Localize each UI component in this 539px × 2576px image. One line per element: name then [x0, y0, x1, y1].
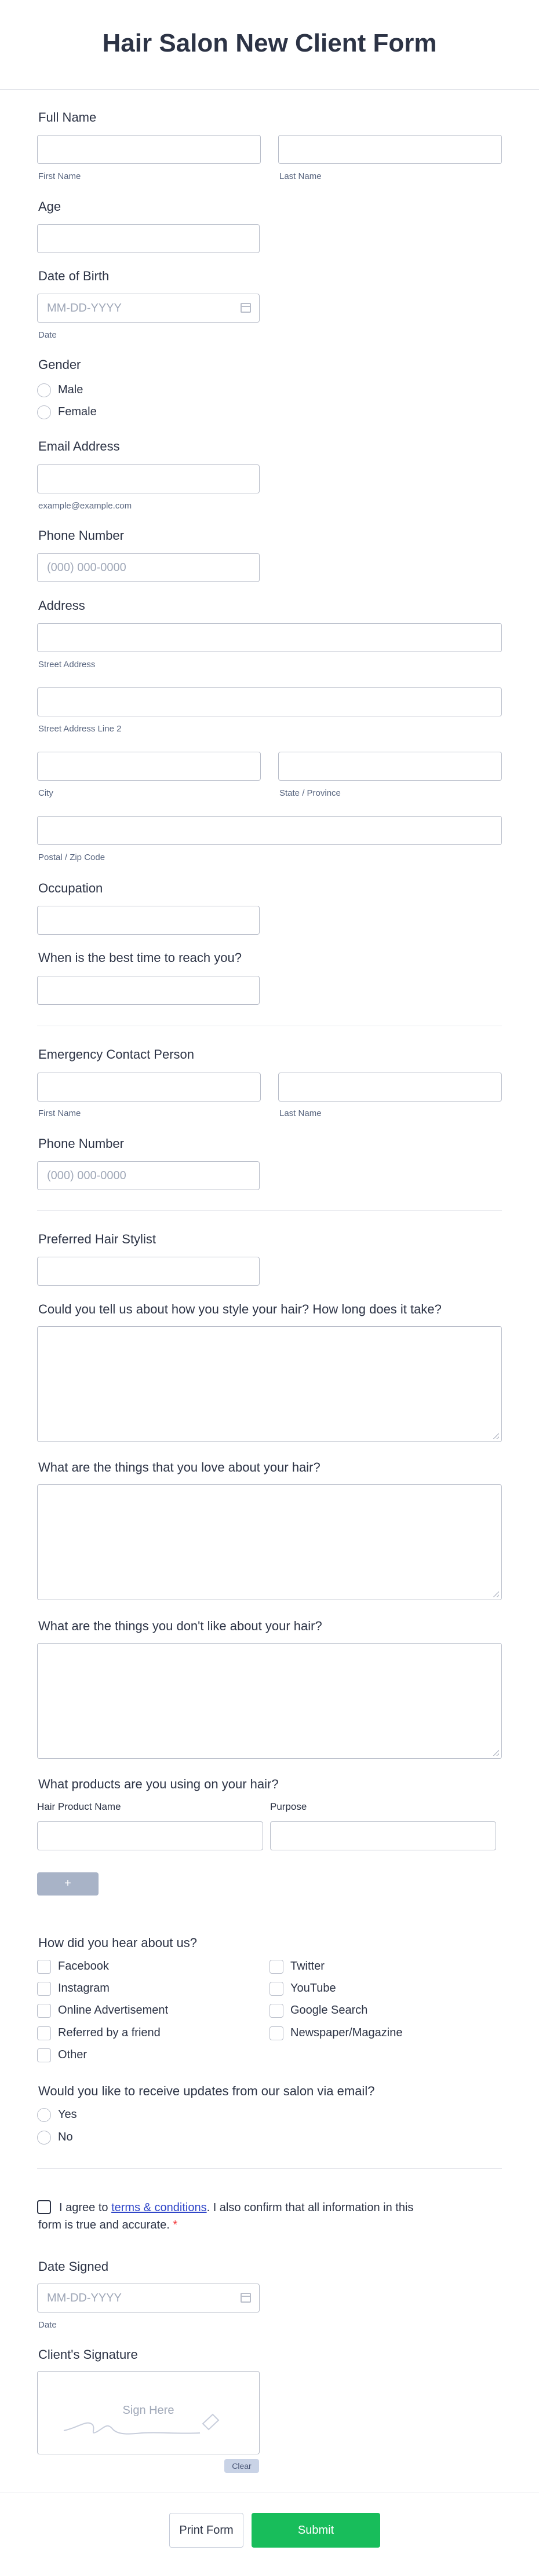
hear-instagram-checkbox[interactable]: [37, 1982, 51, 1996]
hear-other-label[interactable]: Other: [58, 2048, 88, 2061]
section-divider: [37, 2168, 502, 2169]
dob-label: Date of Birth: [38, 269, 110, 283]
products-col-purpose: Purpose: [270, 1801, 307, 1812]
full-name-label: Full Name: [38, 110, 97, 125]
emergency-last-sublabel: Last Name: [279, 1108, 322, 1118]
submit-button[interactable]: Submit: [252, 2513, 380, 2548]
terms-link[interactable]: terms & conditions: [111, 2201, 207, 2214]
emergency-last-input[interactable]: [278, 1073, 502, 1102]
agree-suffix: . I also confirm that all information in this: [206, 2201, 414, 2214]
best-time-input[interactable]: [37, 976, 260, 1005]
emergency-phone-placeholder: (000) 000-0000: [47, 1169, 126, 1182]
gender-female-radio[interactable]: [37, 405, 51, 419]
hear-newspaper-label[interactable]: Newspaper/Magazine: [290, 2026, 403, 2039]
emergency-label: Emergency Contact Person: [38, 1047, 195, 1062]
print-form-button[interactable]: Print Form: [169, 2513, 243, 2548]
last-name-input[interactable]: [278, 135, 502, 164]
emergency-phone-input[interactable]: [37, 1161, 260, 1190]
gender-male-label[interactable]: Male: [58, 383, 83, 396]
hear-facebook-label[interactable]: Facebook: [58, 1960, 109, 1973]
products-label: What products are you using on your hair?: [38, 1777, 279, 1791]
products-col-name: Hair Product Name: [37, 1801, 121, 1812]
address-label: Address: [38, 598, 85, 613]
hear-twitter-label[interactable]: Twitter: [290, 1960, 325, 1973]
stylist-input[interactable]: [37, 1257, 260, 1286]
date-signed-sublabel: Date: [38, 2320, 57, 2330]
form-header: [0, 0, 539, 90]
email-sublabel: example@example.com: [38, 501, 132, 511]
resize-grip-icon[interactable]: [493, 1750, 499, 1756]
occupation-label: Occupation: [38, 881, 103, 895]
dislike-hair-textarea[interactable]: [37, 1643, 502, 1759]
updates-yes-label[interactable]: Yes: [58, 2108, 77, 2121]
hear-referred-label[interactable]: Referred by a friend: [58, 2026, 161, 2039]
zip-input[interactable]: [37, 816, 502, 845]
resize-grip-icon[interactable]: [493, 1591, 499, 1597]
agree-text: [59, 2199, 500, 2216]
updates-label: Would you like to receive updates from our salon via email?: [38, 2084, 375, 2098]
phone-placeholder: (000) 000-0000: [47, 561, 126, 574]
dob-input[interactable]: [37, 294, 260, 323]
agree-line2: form is true and accurate.: [38, 2219, 170, 2231]
city-input[interactable]: [37, 752, 261, 781]
state-sublabel: State / Province: [279, 788, 341, 798]
zip-sublabel: Postal / Zip Code: [38, 852, 105, 862]
hear-online-ad-label[interactable]: Online Advertisement: [58, 2004, 169, 2017]
updates-no-label[interactable]: No: [58, 2131, 73, 2143]
street-address-sublabel: Street Address: [38, 660, 96, 669]
hear-youtube-checkbox[interactable]: [270, 1982, 283, 1996]
hear-newspaper-checkbox[interactable]: [270, 2026, 283, 2040]
product-purpose-input[interactable]: [270, 1821, 496, 1850]
product-name-input[interactable]: [37, 1821, 263, 1850]
hear-instagram-label[interactable]: Instagram: [58, 1982, 110, 1995]
emergency-first-input[interactable]: [37, 1073, 261, 1102]
agree-text-line2: [38, 2216, 177, 2234]
emergency-first-sublabel: First Name: [38, 1108, 81, 1118]
occupation-input[interactable]: [37, 906, 260, 935]
hear-google-label[interactable]: Google Search: [290, 2004, 368, 2017]
date-signed-label: Date Signed: [38, 2259, 109, 2274]
required-asterisk: *: [173, 2219, 178, 2231]
signature-label: Client's Signature: [38, 2347, 138, 2362]
gender-male-radio[interactable]: [37, 383, 51, 397]
hear-referred-checkbox[interactable]: [37, 2026, 51, 2040]
updates-no-radio[interactable]: [37, 2131, 51, 2145]
email-label: Email Address: [38, 439, 120, 453]
hear-youtube-label[interactable]: YouTube: [290, 1982, 336, 1995]
hear-label: How did you hear about us?: [38, 1935, 197, 1950]
hear-facebook-checkbox[interactable]: [37, 1960, 51, 1974]
updates-yes-radio[interactable]: [37, 2108, 51, 2122]
hear-online-ad-checkbox[interactable]: [37, 2004, 51, 2018]
street-address-2-sublabel: Street Address Line 2: [38, 724, 122, 734]
style-hair-label: Could you tell us about how you style your hair? How long does it take?: [38, 1302, 442, 1316]
hear-other-checkbox[interactable]: [37, 2048, 51, 2062]
clear-signature-button[interactable]: Clear: [224, 2459, 259, 2473]
first-name-sublabel: First Name: [38, 171, 81, 181]
agree-checkbox[interactable]: [37, 2200, 51, 2214]
signature-pad[interactable]: [37, 2371, 260, 2454]
last-name-sublabel: Last Name: [279, 171, 322, 181]
age-label: Age: [38, 199, 61, 214]
gender-female-label[interactable]: Female: [58, 405, 97, 418]
street-address-input[interactable]: [37, 623, 502, 652]
hear-google-checkbox[interactable]: [270, 2004, 283, 2018]
calendar-icon[interactable]: [241, 303, 251, 313]
best-time-label: When is the best time to reach you?: [38, 950, 242, 965]
date-signed-input[interactable]: [37, 2284, 260, 2312]
age-input[interactable]: [37, 224, 260, 253]
city-sublabel: City: [38, 788, 53, 798]
style-hair-textarea[interactable]: [37, 1326, 502, 1442]
stylist-label: Preferred Hair Stylist: [38, 1232, 156, 1246]
signature-placeholder: Sign Here: [122, 2404, 174, 2417]
gender-label: Gender: [38, 357, 81, 372]
form-title: Hair Salon New Client Form: [102, 29, 437, 57]
hear-twitter-checkbox[interactable]: [270, 1960, 283, 1974]
dislike-hair-label: What are the things you don't like about your hair?: [38, 1619, 322, 1633]
section-divider: [37, 1210, 502, 1211]
love-hair-label: What are the things that you love about your hair?: [38, 1460, 321, 1474]
first-name-input[interactable]: [37, 135, 261, 164]
street-address-2-input[interactable]: [37, 687, 502, 716]
state-input[interactable]: [278, 752, 502, 781]
love-hair-textarea[interactable]: [37, 1484, 502, 1600]
add-row-button[interactable]: +: [37, 1872, 99, 1896]
resize-grip-icon[interactable]: [493, 1433, 499, 1439]
email-input[interactable]: [37, 464, 260, 493]
emergency-phone-label: Phone Number: [38, 1136, 124, 1151]
dob-placeholder: MM-DD-YYYY: [47, 302, 122, 314]
phone-input[interactable]: [37, 553, 260, 582]
agree-prefix: I agree to: [59, 2201, 112, 2214]
calendar-icon[interactable]: [241, 2293, 251, 2303]
phone-label: Phone Number: [38, 528, 124, 543]
date-signed-placeholder: MM-DD-YYYY: [47, 2292, 122, 2304]
dob-sublabel: Date: [38, 330, 57, 340]
